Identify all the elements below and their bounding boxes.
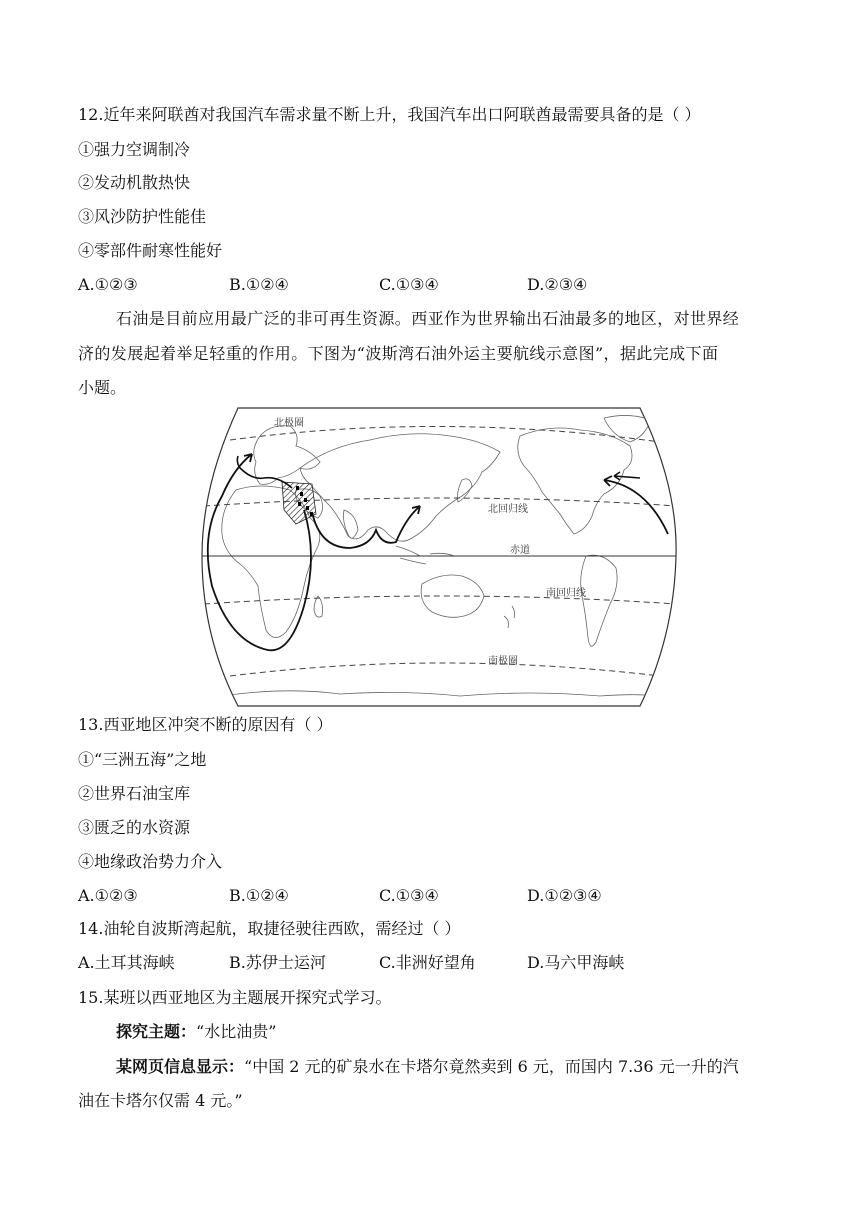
map-frame xyxy=(202,408,676,706)
q15-info-line-1 xyxy=(116,1056,739,1078)
q13-option-c: C.①③④ xyxy=(379,886,439,905)
label-tropic-of-capricorn: 南回归线 xyxy=(546,588,586,599)
q14-option-a: A.土耳其海峡 xyxy=(78,953,175,972)
q13-stem: 13.西亚地区冲突不断的原因有（ ） xyxy=(78,715,333,734)
q12-item-1: ①强力空调制冷 xyxy=(78,140,191,159)
intro-line-2: 济的发展起着举足轻重的作用。下图为“波斯湾石油外运主要航线示意图”，据此完成下面 xyxy=(78,344,719,363)
q14-option-d: D.马六甲海峡 xyxy=(527,953,625,972)
q13-item-1: ①“三洲五海”之地 xyxy=(78,750,207,769)
q12-stem: 12.近年来阿联酋对我国汽车需求量不断上升，我国汽车出口阿联酋最需要具备的是（ ） xyxy=(78,105,701,124)
q12-option-a: A.①②③ xyxy=(78,275,138,294)
q14-stem: 14.油轮自波斯湾起航，取捷径驶往西欧，需经过（ ） xyxy=(78,919,461,938)
q13-item-2: ②世界石油宝库 xyxy=(78,784,191,803)
q15-theme-value: “水比油贵” xyxy=(196,1022,277,1041)
q12-item-4: ④零部件耐寒性能好 xyxy=(78,241,223,260)
q12-item-3: ③风沙防护性能佳 xyxy=(78,207,207,226)
q13-option-d: D.①②③④ xyxy=(527,886,602,905)
q15-stem: 15.某班以西亚地区为主题展开探究式学习。 xyxy=(78,988,392,1007)
q13-option-b: B.①②④ xyxy=(229,886,289,905)
q14-option-c: C.非洲好望角 xyxy=(379,953,476,972)
q15-info-label: 某网页信息显示： xyxy=(116,1057,245,1076)
q13-item-4: ④地缘政治势力介入 xyxy=(78,852,223,871)
q14-option-b: B.苏伊士运河 xyxy=(229,953,326,972)
label-antarctic-circle: 南极圈 xyxy=(488,656,518,667)
q15-theme xyxy=(116,1021,276,1043)
q12-option-d: D.②③④ xyxy=(527,275,588,294)
q13-item-3: ③匮乏的水资源 xyxy=(78,818,191,837)
q12-option-b: B.①②④ xyxy=(229,275,289,294)
label-arctic-circle: 北极圈 xyxy=(274,418,304,429)
label-tropic-of-cancer: 北回归线 xyxy=(488,504,528,515)
persian-gulf-oil-routes-map xyxy=(200,406,678,708)
label-equator: 赤道 xyxy=(510,545,530,556)
q12-item-2: ②发动机散热快 xyxy=(78,173,191,192)
q15-theme-label: 探究主题： xyxy=(116,1022,197,1041)
q15-info-line-2: 油在卡塔尔仅需 4 元。” xyxy=(78,1091,243,1110)
q12-option-c: C.①③④ xyxy=(379,275,439,294)
q13-option-a: A.①②③ xyxy=(78,886,138,905)
intro-line-3: 小题。 xyxy=(78,378,127,397)
intro-line-1: 石油是目前应用最广泛的非可再生资源。西亚作为世界输出石油最多的地区，对世界经 xyxy=(116,309,740,328)
q15-info-text-1: “中国 2 元的矿泉水在卡塔尔竟然卖到 6 元，而国内 7.36 元一升的汽 xyxy=(244,1057,739,1076)
